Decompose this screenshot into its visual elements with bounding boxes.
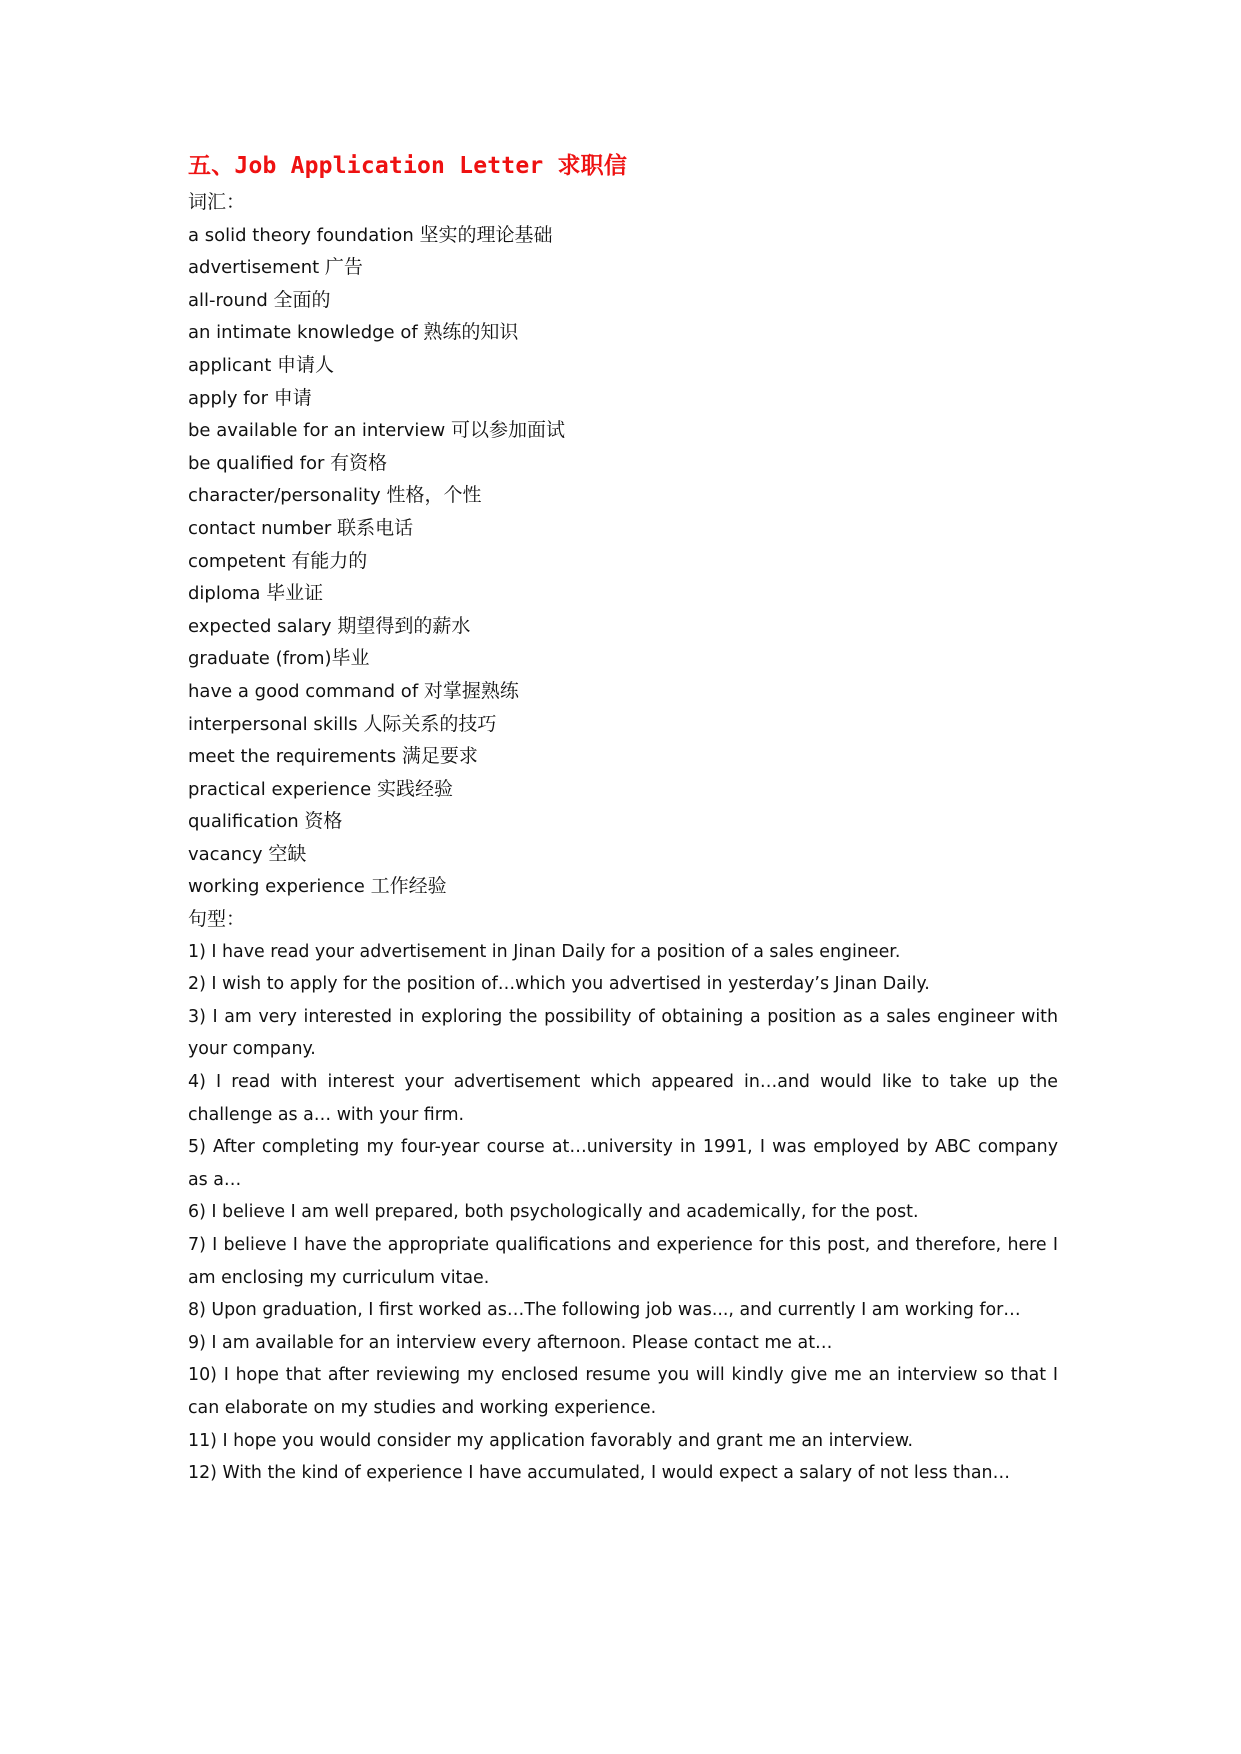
- vocab-term: a solid theory foundation: [188, 224, 414, 246]
- vocab-term: diploma: [188, 583, 261, 605]
- vocab-translation: 毕业: [331, 647, 370, 670]
- vocab-translation: 联系电话: [337, 516, 414, 539]
- vocab-item: [188, 479, 1058, 512]
- vocab-item: [188, 251, 1058, 284]
- vocab-term: practical experience: [188, 778, 372, 800]
- vocab-term: advertisement: [188, 257, 320, 279]
- vocab-term: be available for an interview: [188, 420, 446, 442]
- vocab-translation: 性格，个性: [386, 484, 482, 507]
- vocab-term: competent: [188, 550, 286, 572]
- vocab-translation: 有能力的: [291, 549, 368, 572]
- vocab-item: [188, 447, 1058, 480]
- vocab-translation: 熟练的知识: [423, 321, 519, 344]
- sentence-item: 12) With the kind of experience I have accumulated, I would expect a salary of not less than…: [188, 1463, 1010, 1484]
- vocab-item: [188, 512, 1058, 545]
- vocab-item: [188, 219, 1058, 252]
- vocab-translation: 可以参加面试: [450, 419, 565, 442]
- vocab-translation: 申请: [273, 386, 312, 409]
- sentence-item: 10) I hope that after reviewing my enclosed resume you will kindly give me an interview so that I can elaborate on my studies and working experience.: [188, 1365, 1058, 1418]
- vocab-translation: 坚实的理论基础: [419, 223, 553, 246]
- sentence-item: 5) After completing my four-year course at…university in 1991, I was employed by ABC company as a…: [188, 1137, 1058, 1190]
- vocab-item: [188, 610, 1058, 643]
- vocab-translation: 全面的: [273, 288, 331, 311]
- vocab-translation: 有资格: [330, 451, 388, 474]
- vocab-term: vacancy: [188, 843, 263, 865]
- document-page: [188, 146, 1058, 1490]
- vocab-translation: 工作经验: [370, 875, 447, 898]
- sentence-item: 6) I believe I am well prepared, both psychologically and academically, for the post.: [188, 1202, 919, 1223]
- vocab-term: graduate (from): [188, 648, 332, 670]
- vocab-term: qualification: [188, 811, 299, 833]
- sentence-item: 3) I am very interested in exploring the possibility of obtaining a position as a sales engineer with your company.: [188, 1006, 1058, 1060]
- vocab-translation: 对掌握熟练: [423, 679, 519, 702]
- vocab-item: [188, 805, 1058, 838]
- sentence-list: [188, 936, 1058, 1490]
- vocab-translation: 实践经验: [376, 777, 453, 800]
- vocab-term: have a good command of: [188, 680, 419, 702]
- vocab-translation: 空缺: [268, 842, 307, 865]
- vocab-item: [188, 773, 1058, 806]
- sentence-item: 8) Upon graduation, I first worked as…The following job was..., and currently I am working for…: [188, 1300, 1021, 1321]
- vocab-term: meet the requirements: [188, 746, 397, 768]
- vocab-item: [188, 708, 1058, 741]
- vocab-term: all-round: [188, 289, 268, 311]
- vocab-item: [188, 577, 1058, 610]
- vocab-item: [188, 870, 1058, 903]
- vocab-item: [188, 284, 1058, 317]
- vocab-item: [188, 349, 1058, 382]
- vocab-term: apply for: [188, 387, 269, 409]
- vocab-translation: 申请人: [277, 353, 335, 376]
- vocab-term: working experience: [188, 876, 365, 898]
- vocab-item: [188, 316, 1058, 349]
- vocab-heading: 词汇：: [188, 191, 246, 213]
- vocab-translation: 广告: [324, 256, 363, 279]
- vocab-item: [188, 545, 1058, 578]
- sentence-item: 4) I read with interest your advertisement which appeared in…and would like to take up the challenge as a… with your firm.: [188, 1072, 1058, 1125]
- document-title: 五、Job Application Letter 求职信: [188, 153, 628, 179]
- vocab-item: [188, 414, 1058, 447]
- vocab-term: interpersonal skills: [188, 713, 358, 735]
- vocab-item: [188, 382, 1058, 415]
- sentence-item: 7) I believe I have the appropriate qualifications and experience for this post, and therefore, here I am enclosing my curriculum vitae.: [188, 1235, 1058, 1288]
- vocab-term: character/personality: [188, 485, 381, 507]
- sentence-item: 11) I hope you would consider my application favorably and grant me an interview.: [188, 1430, 914, 1451]
- vocab-term: applicant: [188, 354, 272, 376]
- vocab-item: [188, 740, 1058, 773]
- vocab-translation: 人际关系的技巧: [363, 712, 497, 735]
- vocab-list: [188, 219, 1058, 903]
- vocab-term: contact number: [188, 517, 332, 539]
- vocab-item: [188, 838, 1058, 871]
- sentence-item: 1) I have read your advertisement in Jinan Daily for a position of a sales engineer.: [188, 941, 901, 962]
- vocab-item: [188, 642, 1058, 675]
- vocab-term: be qualified for: [188, 452, 325, 474]
- sentence-item: 2) I wish to apply for the position of…which you advertised in yesterday’s Jinan Daily.: [188, 974, 930, 995]
- vocab-translation: 满足要求: [401, 745, 478, 768]
- vocab-translation: 毕业证: [266, 582, 324, 605]
- vocab-item: [188, 675, 1058, 708]
- vocab-term: expected salary: [188, 615, 332, 637]
- sentence-item: 9) I am available for an interview every afternoon. Please contact me at…: [188, 1332, 833, 1353]
- vocab-term: an intimate knowledge of: [188, 322, 418, 344]
- vocab-translation: 期望得到的薪水: [337, 614, 471, 637]
- sentence-heading: 句型：: [188, 908, 246, 931]
- vocab-translation: 资格: [304, 810, 343, 833]
